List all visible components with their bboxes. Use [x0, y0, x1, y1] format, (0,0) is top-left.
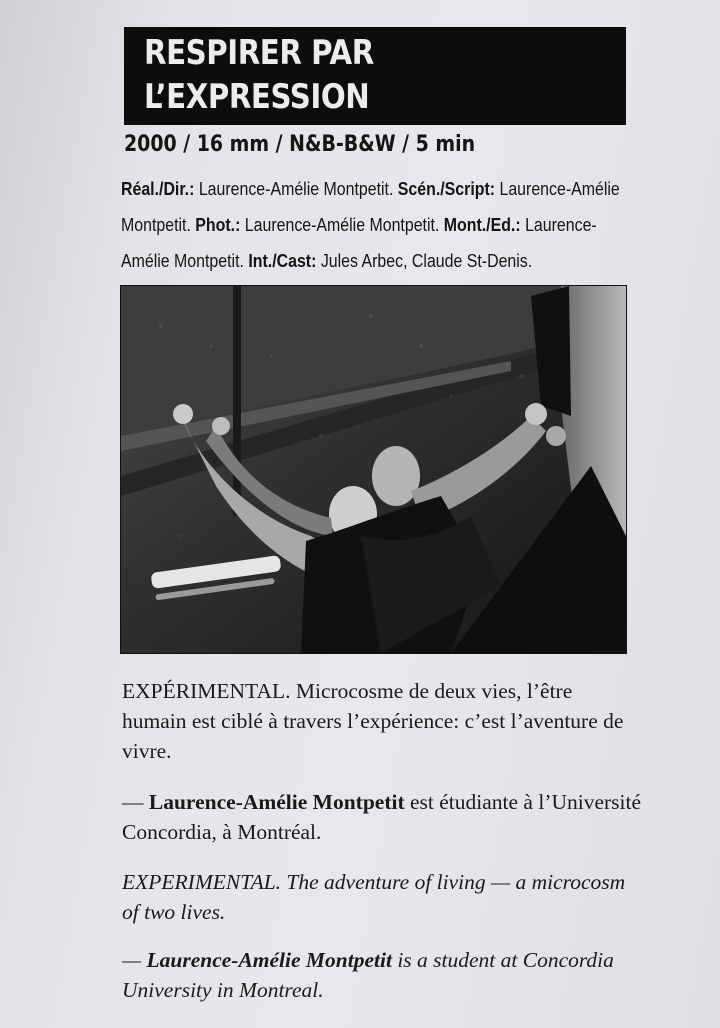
cast-names: Jules Arbec, Claude St-Denis. — [320, 250, 533, 271]
director-name: Laurence-Amélie Montpetit. — [198, 178, 394, 199]
film-meta: 2000 / 16 mm / N&B-B&W / 5 min — [124, 132, 476, 157]
film-title-line-1: RESPIRER PAR — [144, 33, 374, 73]
bio-english-name: Laurence-Amélie Montpetit — [146, 948, 392, 972]
bio-french-dash: — — [122, 790, 149, 814]
film-title-line-2: L’EXPRESSION — [144, 77, 370, 117]
film-credits — [121, 171, 622, 279]
bio-french-name: Laurence-Amélie Montpetit — [148, 790, 405, 814]
bio-french — [122, 787, 642, 847]
script-label: Scén./Script: — [397, 178, 496, 199]
editing-name: Laurence-Amélie Montpetit. — [121, 214, 597, 271]
bio-french-text: est étudiante à l’Université Concordia, à Montréal. — [122, 790, 642, 844]
director-label: Réal./Dir.: — [121, 178, 195, 199]
description-french: EXPÉRIMENTAL. Microcosme de deux vies, l’être humain est ciblé à travers l’expérience: c’est l’aventure de vivre. — [122, 679, 624, 763]
bio-english — [122, 945, 642, 1005]
bio-english-dash: — — [122, 948, 147, 972]
description-english: EXPERIMENTAL. The adventure of living — a microcosm of two lives. — [122, 870, 626, 924]
photo-name: Laurence-Amélie Montpetit. — [244, 214, 440, 235]
photo-label: Phot.: — [195, 214, 241, 235]
cast-label: Int./Cast: — [248, 250, 317, 271]
bio-english-text: is a student at Concordia University in Montreal. — [122, 948, 614, 1002]
script-name: Laurence-Amélie Montpetit. — [121, 178, 620, 235]
film-still-photo — [120, 285, 627, 654]
film-title-banner — [124, 27, 626, 125]
editing-label: Mont./Ed.: — [443, 214, 521, 235]
